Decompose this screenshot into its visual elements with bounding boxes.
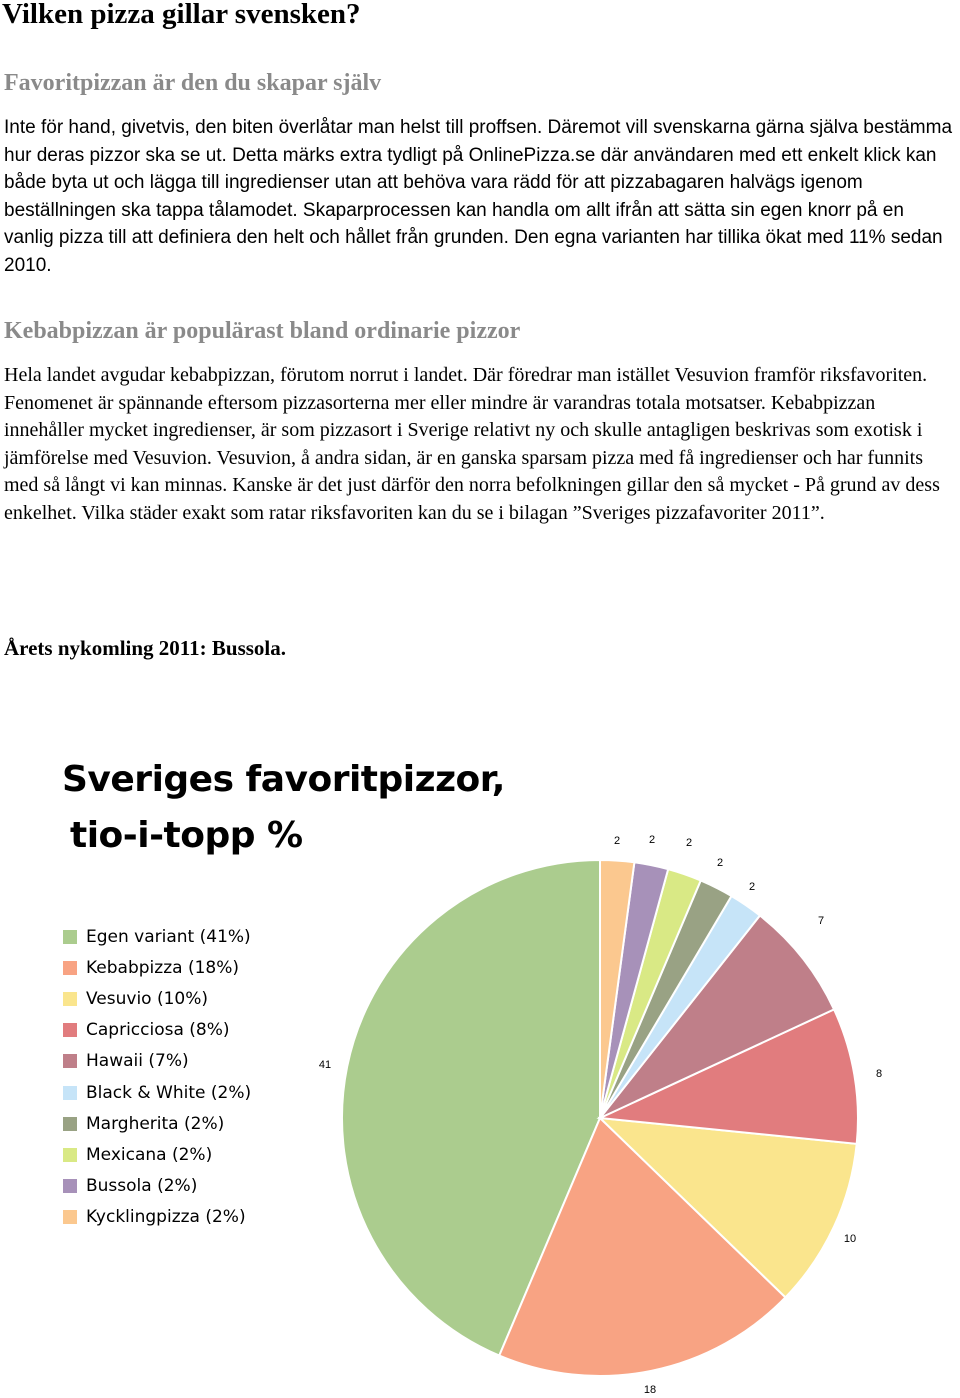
legend-label: Mexicana (2%) <box>86 1144 213 1165</box>
section-heading-favorite: Favoritpizzan är den du skapar själv <box>4 70 382 96</box>
legend-label: Kebabpizza (18%) <box>86 957 239 978</box>
pie-value-label: 10 <box>843 1233 857 1245</box>
legend-label: Black & White (2%) <box>86 1082 252 1103</box>
pie-value-label: 2 <box>748 881 756 893</box>
legend-label: Capricciosa (8%) <box>86 1020 230 1041</box>
legend-label: Vesuvio (10%) <box>86 988 209 1009</box>
legend-label: Hawaii (7%) <box>86 1051 189 1072</box>
pie-value-label: 18 <box>643 1384 657 1396</box>
legend-label: Egen variant (41%) <box>86 926 251 947</box>
pie-value-label: 2 <box>648 834 656 846</box>
legend-label: Margherita (2%) <box>86 1113 225 1134</box>
section-paragraph-favorite: Inte för hand, givetvis, den biten överlåtar man helst till proffsen. Däremot vill svenskarna gärna själva bestämma hur deras pizzor ska se ut. Detta märks extra tydligt på OnlinePizza.se där användaren med ett enkelt klick kan både byta ut och lägga till ingredienser utan att behöva vara rädd för att pizzabagaren halvägs igenom beställningen ska tappa tålamodet. Skaparprocessen kan handla om allt ifrån att sätta sin egen knorr på en vanlig pizza till att definiera den helt och hållet från grunden. Den egna varianten har tillika ökat med 11% sedan 2010. <box>4 117 953 276</box>
section-paragraph-kebab: Hela landet avgudar kebabpizzan, förutom norrut i landet. Där föredrar man istället Vesuvion framför riksfavoriten. Fenomenet är spännande eftersom pizzasorterna mer eller mindre är varandras totala motsatser. Kebabpizzan innehåller mycket ingredienser, är som pizzasort i Sverige relativt ny och skulle antagligen beskrivas som exotisk i jämförelse med Vesuvion. Vesuvion, å andra sidan, är en ganska sparsam pizza med få ingredienser och har funnits med så långt vi kan minnas. Kanske är det just därför den norra befolkningen gillar den så mycket - På grund av dess enkelhet. Vilka städer exakt som ratar riksfavoriten kan du se i bilagan ”Sveriges pizzafavoriter 2011”. <box>4 364 940 524</box>
pie-value-label: 7 <box>817 915 825 927</box>
pie-value-label: 8 <box>875 1068 883 1080</box>
newcomer-note: Årets nykomling 2011: Bussola. <box>4 636 286 660</box>
pie-value-label: 2 <box>685 837 693 849</box>
legend-label: Kycklingpizza (2%) <box>86 1207 246 1228</box>
pie-value-label: 41 <box>318 1059 332 1071</box>
legend-label: Bussola (2%) <box>86 1176 198 1197</box>
page-title: Vilken pizza gillar svensken? <box>2 0 361 30</box>
pie-value-label: 2 <box>716 857 724 869</box>
section-heading-kebab: Kebabpizzan är populärast bland ordinarie pizzor <box>4 318 521 344</box>
chart-title-line-1: Sveriges favoritpizzor, <box>62 759 505 800</box>
chart-title-line-2: tio-i-topp % <box>70 815 303 856</box>
pie-value-label: 2 <box>613 835 621 847</box>
